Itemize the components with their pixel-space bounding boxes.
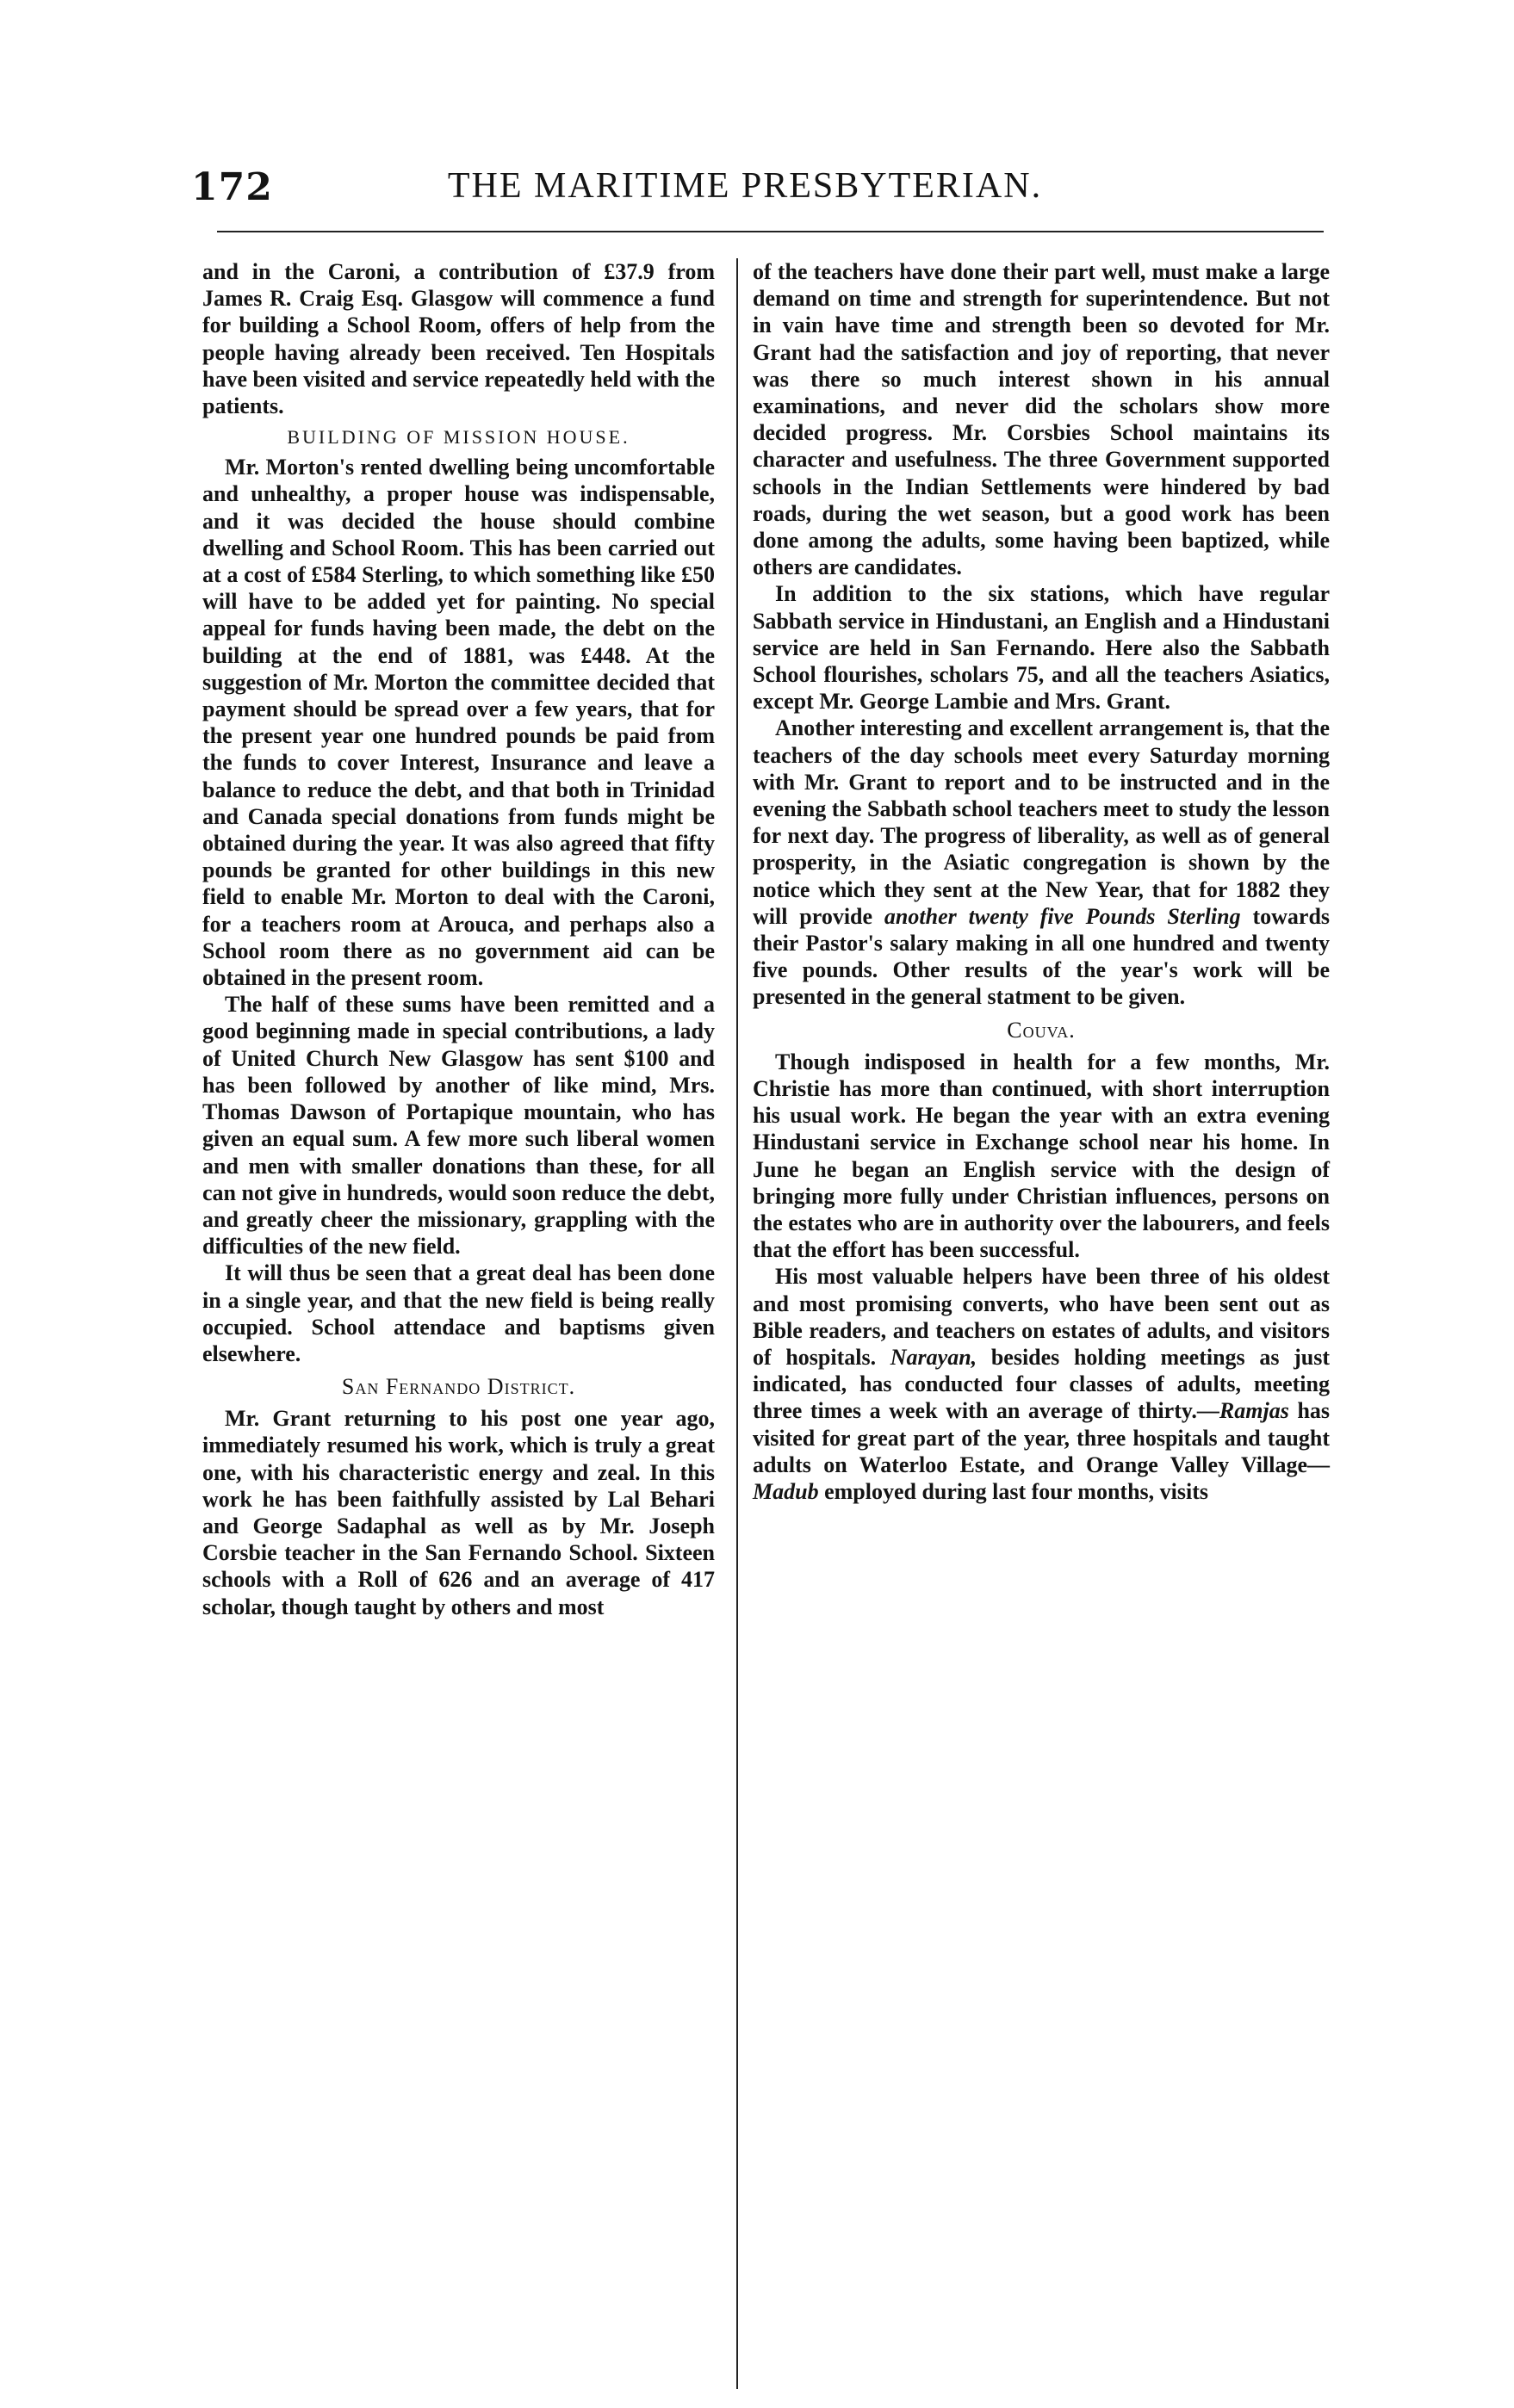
paragraph: Mr. Morton's rented dwelling being uncomfortable and unhealthy, a proper house was indispensable, and it was decided the house should combine dwelling and School Room. This has been carried out at a cost of £584 Sterling, to which something like £50 will have to be added yet for painting. No special appeal for funds having been made, the debt on the building at the end of 1881, was £448. At the suggestion of Mr. Morton the committee decided that payment should be spread over a few years, that for the present year one hundred pounds be paid from the funds to cover Interest, Insurance and leave a balance to reduce the debt, and that both in Trinidad and Canada special donations from funds might be obtained during the year. It was also agreed that fifty pounds be granted for other buildings in this new field to enable Mr. Morton to deal with the Caroni, for a teachers room at Arouca, and perhaps also a School room there as no government aid can be obtained in the present room. xyxy=(202,455,715,991)
paragraph: It will thus be seen that a great deal has been done in a single year, and that the new field is being really occupied. School attendace and baptisms given elsewhere. xyxy=(202,1260,715,1366)
paragraph-text: Another interesting and excellent arrangement is, that the teachers of the day schools meet every Saturday morning with Mr. Grant to report and to be instructed and in the evening the Sabbath school teachers meet to study the lesson for next day. The progress of liberality, as well as of general prosperity, in the Asiatic congregation is shown by the notice which they sent at the New Year, that for 1882 they will provide xyxy=(753,715,1330,929)
paragraph: The half of these sums have been remitted and a good beginning made in special contributions, a lady of United Church New Glasgow has sent $100 and has been followed by another of like mind, Mrs. Thomas Dawson of Portapique mountain, who has given an equal sum. A few more such liberal women and men with smaller donations than these, for all can not give in hundreds, would soon reduce the debt, and greatly cheer the missionary, grappling with the difficulties of the new field. xyxy=(202,992,715,1260)
header-rule xyxy=(217,231,1324,232)
column-divider xyxy=(736,258,738,2389)
paragraph-text: has visited for great part of the year, three hospitals and taught adults on Waterloo Estate, and Orange Valley Village— xyxy=(753,1398,1331,1477)
paragraph: Mr. Grant returning to his post one year ago, immediately resumed his work, which is truly a great one, with his characteristic energy and zeal. In this work he has been faithfully assisted by Lal Behari and George Sadaphal as well as by Mr. Joseph Corsbie teacher in the San Fernando School. Sixteen schools with a Roll of 626 and an average of 417 scholar, though taught by others and most xyxy=(202,1406,715,1619)
right-column xyxy=(753,258,1330,1505)
paragraph-text: towards their Pastor's salary making in all one hundred and twenty five pounds. Other results of the year's work will be presented in the general statment to be given. xyxy=(753,903,1331,1010)
section-heading: BUILDING OF MISSION HOUSE. xyxy=(287,426,630,449)
paragraph-text: employed during last four months, visits xyxy=(824,1478,1208,1504)
journal-title: THE MARITIME PRESBYTERIAN. xyxy=(447,166,1043,206)
section-heading: Couva. xyxy=(1007,1017,1076,1043)
paragraph-text: besides holding meetings as just indicated, has conducted four classes of adults, meeting three times a week with an average of thirty.— xyxy=(753,1344,1331,1424)
italic-phrase: another twenty five Pounds Sterling xyxy=(884,903,1241,929)
paragraph: and in the Caroni, a contribution of £37.9 from James R. Craig Esq. Glasgow will commence a fund for building a School Room, offers of help from the people having already been received. Ten Hospitals have been visited and service repeatedly held with the patients. xyxy=(202,259,715,419)
page-number: 172 xyxy=(191,165,273,209)
italic-name: Narayan, xyxy=(890,1344,977,1370)
paragraph xyxy=(753,1263,1330,1505)
paragraph xyxy=(753,715,1330,1010)
italic-name: Ramjas xyxy=(1219,1398,1289,1424)
paragraph: Though indisposed in health for a few months, Mr. Christie has more than continued, with short interruption his usual work. He began the year with an extra evening Hindustani service in Exchange school near his home. In June he began an English service with the design of bringing more fully under Christian influences, persons on the estates who are in authority over the labourers, and feels that the effort has been successful. xyxy=(753,1049,1330,1263)
italic-name: Madub xyxy=(753,1478,819,1504)
paragraph-text: His most valuable helpers have been three of his oldest and most promising converts, who have been sent out as Bible readers, and teachers on estates of adults, and visitors of hospitals. xyxy=(753,1264,1330,1370)
paragraph: In addition to the six stations, which have regular Sabbath service in Hindustani, an English and a Hindustani service are held in San Fernando. Here also the Sabbath School flourishes, scholars 75, and all the teachers Asiatics, except Mr. George Lambie and Mrs. Grant. xyxy=(753,581,1330,715)
paragraph: of the teachers have done their part well, must make a large demand on time and strength for superintendence. But not in vain have time and strength been so devoted for Mr. Grant had the satisfaction and joy of reporting, that never was there so much interest shown in his annual examinations, and never did the scholars show more decided progress. Mr. Corsbies School maintains its character and usefulness. The three Government supported schools in the Indian Settlements were hindered by bad roads, during the wet season, but a good work has been done among the adults, some having been baptized, while others are candidates. xyxy=(753,259,1330,580)
section-heading: San Fernando District. xyxy=(341,1374,576,1400)
left-column xyxy=(202,258,715,1620)
